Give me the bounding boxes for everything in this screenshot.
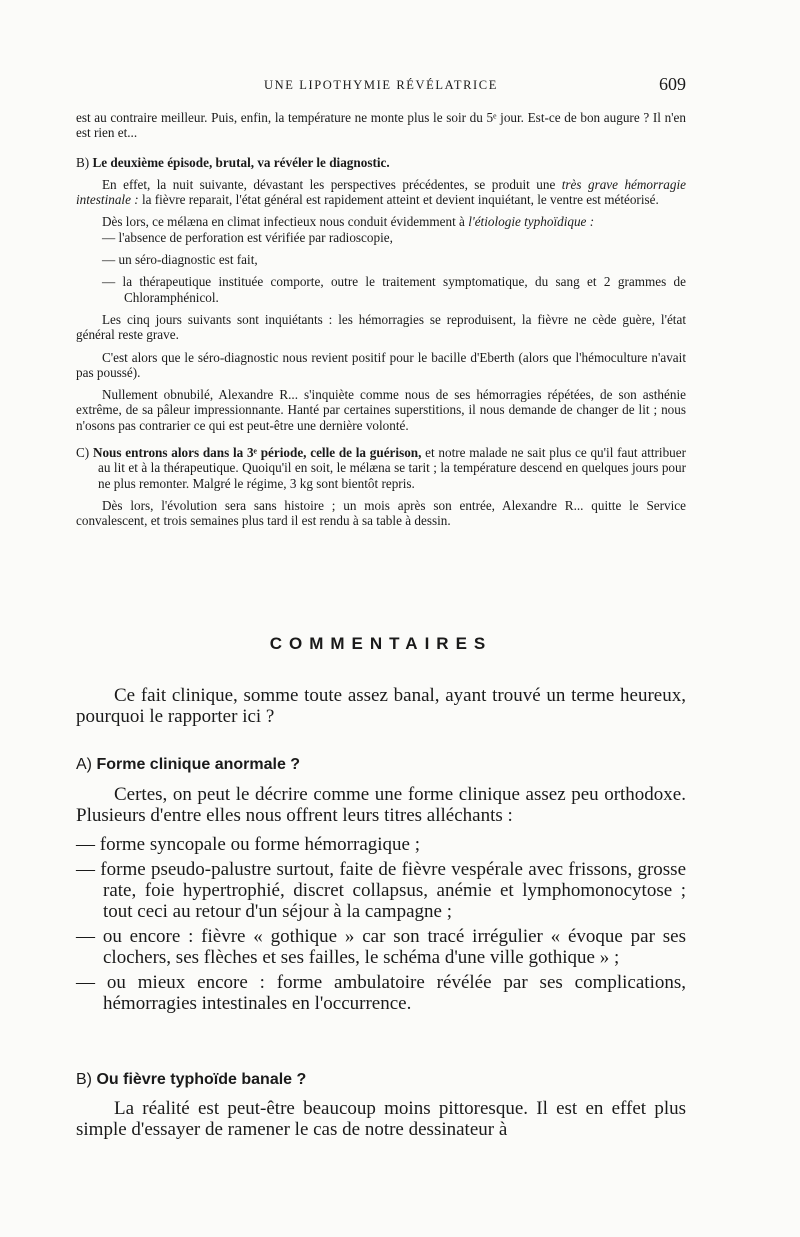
running-title: UNE LIPOTHYMIE RÉVÉLATRICE [264, 78, 498, 92]
paragraph: Ce fait clinique, somme toute assez banal, ayant trouvé un terme heureux, pourquoi le rapporter ici ? [76, 685, 686, 727]
case-narrative [76, 110, 686, 529]
list-item: — forme syncopale ou forme hémorragique ; [76, 834, 420, 855]
subsection-b-title: Ou fièvre typhoïde banale ? [96, 1071, 307, 1088]
subsection-a-body [76, 784, 686, 1014]
list-item: — l'absence de perforation est vérifiée par radioscopie, [102, 229, 393, 245]
list-item: — forme pseudo-palustre surtout, faite de fièvre vespérale avec frissons, grosse rate, foie hypertrophié, discret collapsus, anémie et lymphomonocytose ; tout ceci au retour d'un séjour à la campagne ; [76, 859, 686, 922]
commentaires-heading: COMMENTAIRES [269, 634, 493, 653]
paragraph: Les cinq jours suivants sont inquiétants : les hémorragies se reproduisent, la fièvre ne cède guère, l'état général reste grave. [76, 311, 686, 343]
paragraph: Dès lors, ce mélæna en climat infectieux nous conduit évidemment à l'étiologie typhoïdique : [102, 214, 595, 230]
subsection-b-heading: B) Ou fièvre typhoïde banale ? [76, 1071, 307, 1088]
section-c-title: Nous entrons alors dans la 3ᵉ période, celle de la guérison, [92, 445, 422, 461]
paragraph: est au contraire meilleur. Puis, enfin, la température ne monte plus le soir du 5ᵉ jour. Est-ce de bon augure ? Il n'en est rien et... [76, 110, 686, 141]
subsection-b-body [76, 1098, 686, 1140]
page-number: 609 [659, 74, 686, 94]
list-item: — la thérapeutique instituée comporte, outre le traitement symptomatique, du sang et 2 grammes de Chloramphénicol. [102, 274, 686, 305]
section-b-heading: B) Le deuxième épisode, brutal, va révéler le diagnostic. [76, 154, 390, 170]
section-b-title: Le deuxième épisode, brutal, va révéler le diagnostic. [92, 154, 390, 170]
paragraph: C'est alors que le séro-diagnostic nous revient positif pour le bacille d'Eberth (alors que l'hémoculture n'avait pas poussé). [76, 349, 686, 380]
subsection-a-title: Forme clinique anormale ? [96, 756, 301, 773]
paragraph: Nullement obnubilé, Alexandre R... s'inquiète comme nous de ses hémorragies répétées, de son asthénie extrême, de sa pâleur impressionnante. Hanté par certaines superstitions, il nous demande de changer de lit ; nous n'osons pas contrarier ce qui est peut-être une dernière volonté. [76, 387, 686, 433]
running-head [76, 76, 686, 96]
section-c: C) Nous entrons alors dans la 3ᵉ période, celle de la guérison, et notre malade ne sait plus ce qu'il faut attribuer au lit et à la thérapeutique. Quoiqu'il en soit, le mélæna se tarit ; la température descend en quelques jours pour ne plus remonter. Malgré le régime, 3 kg sont bientôt repris. [76, 445, 687, 491]
list-item: — ou encore : fièvre « gothique » car son tracé irrégulier « évoque par ses clochers, ses flèches et ses failles, le schéma d'une ville gothique » ; [76, 926, 686, 968]
paragraph: Dès lors, l'évolution sera sans histoire ; un mois après son entrée, Alexandre R... quitte le Service convalescent, et trois semaines plus tard il est rendu à sa table à dessin. [76, 497, 686, 529]
commentaires-intro [76, 685, 686, 727]
paragraph: Certes, on peut le décrire comme une forme clinique assez peu orthodoxe. Plusieurs d'entre elles nous offrent leurs titres alléchants : [76, 784, 686, 826]
subsection-a-heading: A) Forme clinique anormale ? [76, 756, 301, 773]
list-item: — ou mieux encore : forme ambulatoire révélée par ses complications, hémorragies intestinales en l'occurrence. [76, 972, 686, 1014]
paragraph: En effet, la nuit suivante, dévastant les perspectives précédentes, se produit une très grave hémorragie intestinale : la fièvre reparait, l'état général est rapidement atteint et devient inquiétant, le ventre est météorisé. [76, 176, 686, 208]
paragraph: La réalité est peut-être beaucoup moins pittoresque. Il est en effet plus simple d'essayer de ramener le cas de notre dessinateur à [76, 1098, 686, 1140]
list-item: — un séro-diagnostic est fait, [102, 252, 258, 268]
